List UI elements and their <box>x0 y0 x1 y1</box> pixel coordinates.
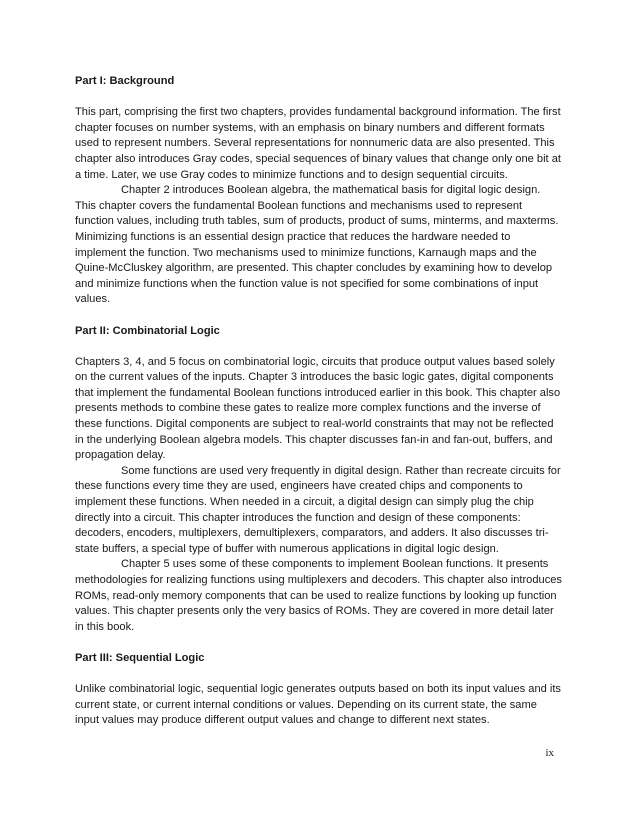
paragraph: Chapter 5 uses some of these components to implement Boolean functions. It presents methodologies for realizing functions using multiplexers and decoders. This chapter also introduces ROMs, read-only memory components that can be used to realize functions by looking up function values. This chapter presents only the very basics of ROMs. They are covered in more detail later in this book. <box>75 558 562 633</box>
section-heading-part-1: Part I: Background <box>75 75 175 87</box>
spacer <box>75 90 563 106</box>
page-number: ix <box>545 747 554 759</box>
paragraph: Some functions are used very frequently in digital design. Rather than recreate circuits for these functions every time they are used, engineers have created chips and components to implement these functions. When needed in a circuit, a digital design can simply plug the chip directly into a circuit. This chapter introduces the function and design of these components: decoders, encoders, multiplexers, demultiplexers, comparators, and adders. It also discusses tri-state buffers, a special type of buffer with numerous applications in digital logic design. <box>75 464 561 555</box>
spacer <box>75 339 563 355</box>
spacer <box>75 308 563 324</box>
paragraph: This part, comprising the first two chapters, provides fundamental background information. The first chapter focuses on number systems, with an emphasis on binary numbers and different formats used to represent numbers. Several representations for nonnumeric data are also presented. This chapter also introduces Gray codes, special sequences of binary values that change only one bit at a time. Later, we use Gray codes to minimize functions and to design sequential circuits. <box>75 106 561 181</box>
page-body <box>75 74 563 729</box>
section-heading-part-2: Part II: Combinatorial Logic <box>75 324 220 337</box>
section-heading-part-3: Part III: Sequential Logic <box>75 651 205 664</box>
paragraph: Chapters 3, 4, and 5 focus on combinatorial logic, circuits that produce output values based solely on the current values of the inputs. Chapter 3 introduces the basic logic gates, digital components that implement the fundamental Boolean functions introduced earlier in this book. This chapter also presents methods to combine these gates to realize more complex functions and the inverse of these functions. Digital components are subject to real-world constraints that may not be reflected in the underlying Boolean algebra models. This chapter discusses fan-in and fan-out, buffers, and propagation delay. <box>75 355 561 462</box>
spacer <box>75 635 563 651</box>
spacer <box>75 667 563 683</box>
paragraph: Chapter 2 introduces Boolean algebra, the mathematical basis for digital logic design. This chapter covers the fundamental Boolean functions and mechanisms used to represent function values, including truth tables, sum of products, product of sums, minterms, and maxterms. Minimizing functions is an essential design practice that reduces the hardware needed to implement the function. Two mechanisms used to minimize functions, Karnaugh maps and the Quine-McCluskey algorithm, are presented. This chapter concludes by examining how to develop and minimize functions when the function value is not specified for some combinations of input values. <box>75 184 559 306</box>
paragraph: Unlike combinatorial logic, sequential logic generates outputs based on both its input values and its current state, or current internal conditions or values. Depending on its current state, the same input values may produce different output values and change to different next states. <box>75 683 561 727</box>
